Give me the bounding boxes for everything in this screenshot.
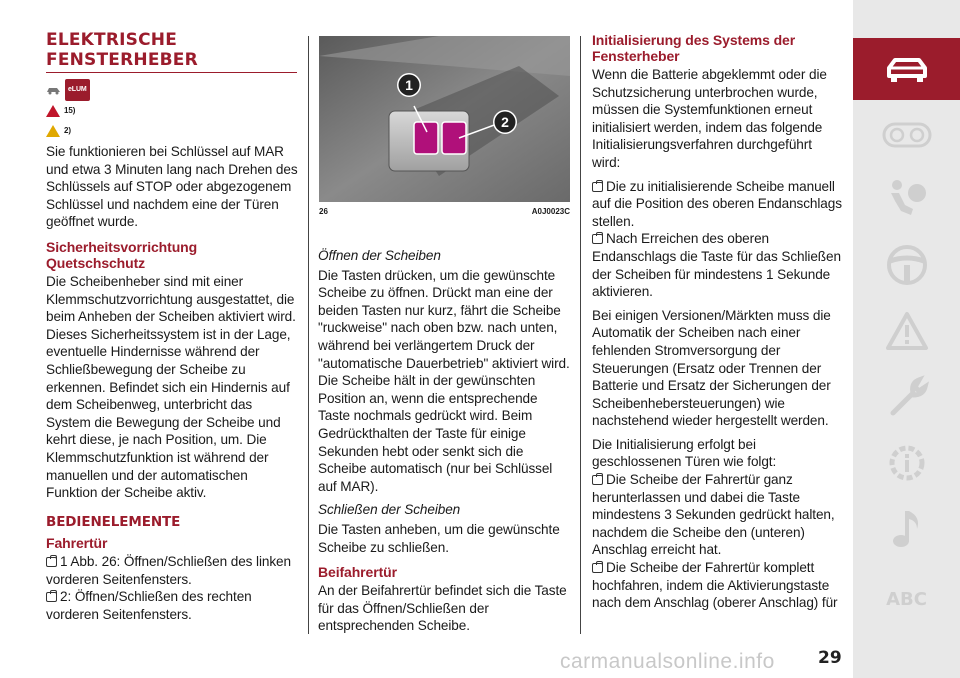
bullet-icon: [46, 557, 57, 567]
init-text: Wenn die Batterie abgeklemmt oder die Schutzsicherung unterbrochen wurde, müssen die Systemfunktionen erneut initialisiert werden, indem das folgende Initialisierungsverfahren durchgeführt wird:: [592, 67, 827, 170]
watermark: carmanualsonline.info: [560, 650, 775, 673]
column-divider: [580, 36, 581, 634]
sidebar-item-service[interactable]: [853, 366, 960, 428]
sidebar-item-multimedia[interactable]: [853, 498, 960, 560]
car-icon: [883, 54, 931, 84]
list-item-text: Nach Erreichen des oberen Endanschlags die Taste für das Schließen der Scheiben für mindestens 1 Sekunde aktivieren.: [592, 231, 841, 300]
page-number: 29: [818, 648, 842, 668]
list-item: [46, 588, 298, 623]
warning-ref-2: [46, 123, 298, 139]
passenger-door-text: An der Beifahrertür befindet sich die Taste für das Öffnen/Schließen der entsprechenden Scheibe.: [318, 583, 567, 634]
callout-1: 1: [405, 77, 413, 93]
warning-triangle-icon: [46, 105, 60, 117]
gear-info-icon: [884, 440, 930, 486]
figure-window-switch: [319, 36, 570, 202]
sidebar-item-technical-data[interactable]: [853, 432, 960, 494]
column-2: [318, 243, 570, 641]
sidebar-item-index[interactable]: [853, 568, 960, 630]
sidebar-item-warning[interactable]: [853, 300, 960, 362]
bullet-icon: [46, 592, 57, 602]
list-item-text: 1 Abb. 26: Öffnen/Schließen des linken vorderen Seitenfensters.: [46, 554, 291, 587]
list-item: [592, 230, 842, 300]
safety-text: Die Scheibenheber sind mit einer Klemmschutzvorrichtung ausgestattet, die beim Anheben der Scheiben aktiviert wird. Dieses Sicherheitssystem ist in der Lage, eventuelle Hindernisse während der Schließbewegung der Scheibe zu erkennen. Befindet sich ein Hindernis auf dem Scheibenweg, unterbricht das System die Bewegung der Scheibe und kehrt diese, je nach Position, um. Die Klemmschutzfunktion ist während der manuellen und der automatischen Funktion der Scheibe aktiv.: [46, 273, 296, 501]
heading-passenger-door: Beifahrertür: [318, 564, 397, 581]
list-item: [592, 471, 842, 559]
car-key-icon: [46, 85, 62, 95]
column-1: [46, 30, 298, 624]
list-item-text: Die Scheibe der Fahrertür ganz herunterlassen und dabei die Taste mindestens 3 Sekunden gedrückt halten, nachdem die Scheibe den (unteren) Anschlag erreicht hat.: [592, 472, 835, 558]
bullet-icon: [592, 182, 603, 192]
figure-code: A0J0023C: [531, 207, 570, 216]
closed-doors-text: Die Initialisierung erfolgt bei geschlossenen Türen wie folgt:: [592, 436, 777, 470]
intro-text: Sie funktionieren bei Schlüssel auf MAR und etwa 3 Minuten lang nach Drehen des Schlüssels auf STOP oder abgezogenem Schlüssel und nachdem eine der Türen geöffnet wurde.: [46, 144, 298, 230]
figure-number: 26: [319, 207, 328, 216]
warning-ref-label: 2): [64, 126, 71, 136]
steering-wheel-icon: [885, 243, 929, 287]
section-title: ELEKTRISCHE FENSTERHEBER: [46, 30, 297, 73]
caution-triangle-icon: [46, 125, 60, 137]
versions-text: Bei einigen Versionen/Märkten muss die Automatik der Scheiben nach einer fehlenden Stromversorgung der Steuerungen (Ersatz oder Trennen der Batterie und Ersatz der Sicherungen der Scheibenhebersteuerungen) wie nachstehend wieder hergestellt werden.: [592, 307, 831, 429]
figure-caption: [319, 207, 570, 216]
heading-open-windows: Öffnen der Scheiben: [318, 248, 441, 263]
bullet-icon: [592, 234, 603, 244]
sidebar-item-car[interactable]: [853, 38, 960, 100]
heading-safety: Sicherheitsvorrichtung Quetschschutz: [46, 238, 198, 271]
elum-indicator: [46, 81, 298, 99]
warning-ref-label: 15): [64, 106, 76, 116]
heading-initialization: Initialisierung des Systems der Fensterheber: [592, 32, 796, 64]
music-icon: [887, 507, 927, 551]
open-windows-text: Die Tasten drücken, um die gewünschte Scheibe zu öffnen. Drückt man eine der beiden Tasten nur kurz, fährt die Scheibe "ruckweise" nach oben bzw. nach unten, während bei verlängertem Druck der "automatische Dauerbetrieb" aktiviert wird. Die Scheibe hält in der gewünschten Position an, wenn die entsprechende Taste nochmals gedrückt wird. Beim Gedrückthalten der Taste für einige Sekunden hebt oder senkt sich die Scheibe automatisch (nur bei Schlüssel auf MAR).: [318, 267, 570, 494]
window-switch-illustration: [319, 36, 570, 202]
bullet-icon: [592, 475, 603, 485]
close-windows-text: Die Tasten anheben, um die gewünschte Scheibe zu schließen.: [318, 521, 560, 555]
sidebar-item-dashboard[interactable]: [853, 104, 960, 166]
chapter-sidebar: [853, 0, 960, 678]
abc-label: ABC: [886, 588, 927, 610]
callout-2: 2: [501, 114, 509, 130]
airbag-icon: [885, 179, 929, 219]
list-item: [46, 553, 298, 588]
bullet-icon: [592, 563, 603, 573]
list-item: [592, 178, 842, 231]
warning-ref-1: [46, 103, 298, 119]
heading-close-windows: Schließen der Scheiben: [318, 502, 461, 518]
list-item: [592, 559, 842, 612]
sidebar-item-airbag[interactable]: [853, 168, 960, 230]
list-item-text: Die zu initialisierende Scheibe manuell auf die Position des oberen Endanschlags stellen.: [592, 178, 842, 229]
sidebar-item-steering[interactable]: [853, 234, 960, 296]
wrench-icon: [885, 375, 929, 419]
list-item-text: Die Scheibe der Fahrertür komplett hochfahren, indem die Aktivierungstaste nach dem Anschlag (oberer Anschlag) für: [592, 560, 838, 611]
warning-icon: [885, 311, 929, 351]
list-item-text: 2: Öffnen/Schließen des rechten vorderen Seitenfensters.: [46, 589, 252, 623]
column-3: [592, 30, 842, 612]
heading-controls: BEDIENELEMENTE: [46, 513, 181, 530]
elum-badge: eLUM: [65, 79, 90, 101]
column-divider: [308, 36, 309, 634]
dashboard-icon: [882, 122, 932, 148]
heading-driver-door: Fahrertür: [46, 535, 108, 552]
